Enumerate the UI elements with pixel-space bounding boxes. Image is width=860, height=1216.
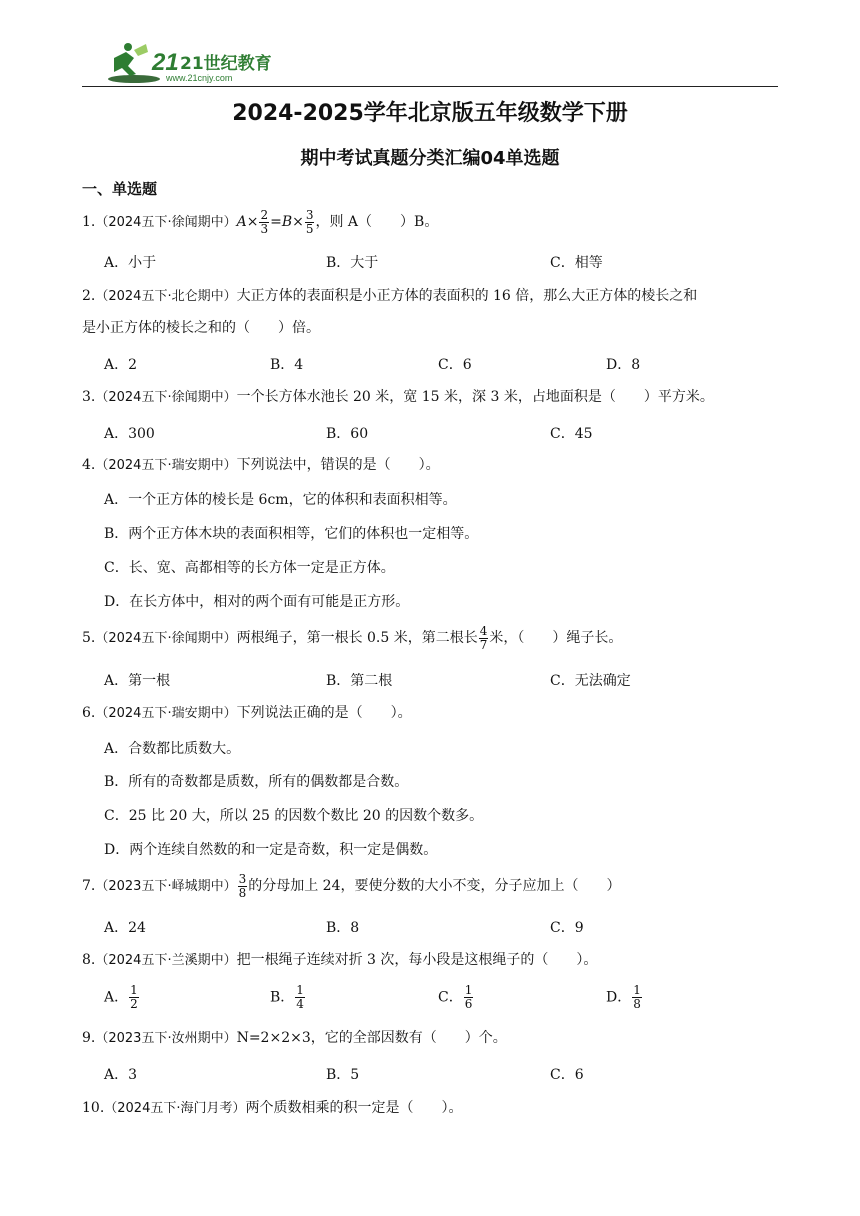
logo-text: 21世纪教育 [180, 54, 272, 74]
q4-option-d[interactable]: D．在长方体中，相对的两个面有可能是正方形。 [104, 594, 410, 610]
q7-option-a[interactable]: A．24 [104, 920, 146, 936]
q6-option-c[interactable]: C．25 比 20 大，所以 25 的因数个数比 20 的因数个数多。 [104, 808, 484, 824]
q9-option-c[interactable]: C．6 [550, 1067, 584, 1083]
q5-option-a[interactable]: A．第一根 [104, 673, 171, 689]
question-8: 8.（2024五下·兰溪期中）把一根绳子连续对折 3 次，每小段是这根绳子的（ ）。 [82, 952, 598, 968]
q7-option-c[interactable]: C．9 [550, 920, 584, 936]
q2-option-a[interactable]: A．2 [104, 357, 138, 373]
logo-url: www.21cnjy.com [166, 73, 233, 83]
question-5: 5.（2024五下·徐闻期中）两根绳子，第一根长 0.5 米，第二根长 $\frac{4}{7}$ 米，（ ）绳子长。 [82, 623, 623, 652]
q3-option-a[interactable]: A．300 [104, 426, 155, 442]
question-2-line2: 是小正方体的棱长之和的（ ）倍。 [82, 320, 320, 336]
q9-option-a[interactable]: A．3 [104, 1067, 138, 1083]
q2-option-d[interactable]: D．8 [606, 357, 641, 373]
q6-option-a[interactable]: A．合数都比质数大。 [104, 741, 241, 757]
question-7: 7.（2023五下·峄城期中） $\frac{3}{8}$ 的分母加上 24，要使分数的大小不变，分子应加上（ ） [82, 871, 621, 900]
q6-option-d[interactable]: D．两个连续自然数的和一定是奇数，积一定是偶数。 [104, 842, 438, 858]
q8-option-c[interactable]: C． $\frac{1}{6}$ [438, 983, 473, 1011]
question-9: 9.（2023五下·汝州期中）N=2×2×3，它的全部因数有（ ）个。 [82, 1030, 507, 1046]
question-1: 1.（2024五下·徐闻期中）A× $\frac{2}{3}$ =B× $\frac{3}{5}$ ，则 A（ ）B。 [82, 207, 439, 236]
q4-option-b[interactable]: B．两个正方体木块的表面积相等，它们的体积也一定相等。 [104, 526, 479, 542]
q1-option-c[interactable]: C．相等 [550, 255, 603, 271]
q2-option-c[interactable]: C．6 [438, 357, 472, 373]
header-rule [82, 86, 778, 87]
q9-option-b[interactable]: B．5 [326, 1067, 360, 1083]
page-title: 2024-2025学年北京版五年级数学下册 [232, 101, 628, 126]
question-4: 4.（2024五下·瑞安期中）下列说法中，错误的是（ ）。 [82, 457, 440, 473]
q8-option-d[interactable]: D． $\frac{1}{8}$ [606, 983, 641, 1011]
q6-option-b[interactable]: B．所有的奇数都是质数，所有的偶数都是合数。 [104, 774, 409, 790]
q5-option-c[interactable]: C．无法确定 [550, 673, 631, 689]
q3-option-c[interactable]: C．45 [550, 426, 593, 442]
question-6: 6.（2024五下·瑞安期中）下列说法正确的是（ ）。 [82, 705, 412, 721]
section-heading: 一、单选题 [82, 180, 158, 198]
question-3: 3.（2024五下·徐闻期中）一个长方体水池长 20 米，宽 15 米，深 3 米，占地面积是（ ）平方米。 [82, 389, 714, 405]
question-2: 2.（2024五下·北仑期中）大正方体的表面积是小正方体的表面积的 16 倍，那么大正方体的棱长之和 [82, 288, 698, 304]
svg-text:21: 21 [152, 49, 179, 76]
q1-option-a[interactable]: A．小于 [104, 255, 157, 271]
page-subtitle: 期中考试真题分类汇编04单选题 [300, 148, 560, 169]
q4-option-c[interactable]: C．长、宽、高都相等的长方体一定是正方体。 [104, 560, 395, 576]
q4-option-a[interactable]: A．一个正方体的棱长是 6cm，它的体积和表面积相等。 [104, 492, 457, 508]
q8-option-b[interactable]: B． $\frac{1}{4}$ [270, 983, 304, 1011]
q3-option-b[interactable]: B．60 [326, 426, 369, 442]
q1-option-b[interactable]: B．大于 [326, 255, 379, 271]
q7-option-b[interactable]: B．8 [326, 920, 360, 936]
q5-option-b[interactable]: B．第二根 [326, 673, 393, 689]
q8-option-a[interactable]: A． $\frac{1}{2}$ [104, 983, 138, 1011]
site-logo [104, 38, 274, 86]
q2-option-b[interactable]: B．4 [270, 357, 304, 373]
question-10: 10.（2024五下·海门月考）两个质数相乘的积一定是（ ）。 [82, 1100, 463, 1116]
